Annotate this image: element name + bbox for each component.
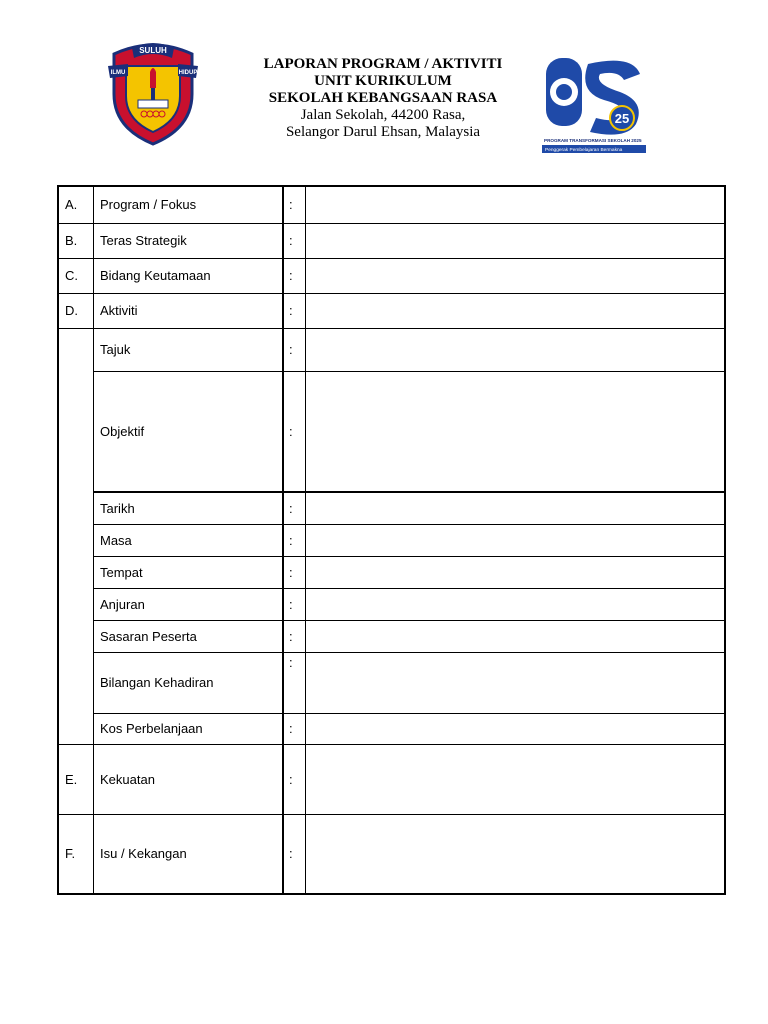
pts-caption: PROGRAM TRANSFORMASI SEKOLAH 2025	[544, 138, 642, 143]
pts-tagline: Penggerak Pembelajaran Bermakna	[545, 148, 623, 153]
row-colon: :	[283, 258, 306, 293]
row-code: D.	[58, 293, 94, 328]
report-title: LAPORAN PROGRAM / AKTIVITI	[263, 56, 503, 72]
table-row	[58, 620, 725, 652]
pts-number: 25	[614, 111, 630, 126]
school-address-line1: Jalan Sekolah, 44200 Rasa,	[300, 107, 466, 123]
row-code: F.	[58, 814, 94, 894]
row-label: Tajuk	[94, 328, 284, 371]
bidang-keutamaan-field[interactable]	[306, 258, 726, 293]
table-row	[58, 186, 725, 223]
kekuatan-field[interactable]	[306, 744, 726, 814]
table-row	[58, 293, 725, 328]
tempat-field[interactable]	[306, 556, 726, 588]
row-colon: :	[283, 744, 306, 814]
teras-strategik-field[interactable]	[306, 223, 726, 258]
school-name: SEKOLAH KEBANGSAAN RASA	[268, 90, 498, 106]
row-label: Program / Fokus	[94, 186, 284, 223]
row-colon: :	[283, 524, 306, 556]
crest-right-banner: HIDUP	[178, 70, 198, 76]
report-unit: UNIT KURIKULUM	[314, 73, 452, 89]
table-row	[58, 223, 725, 258]
row-label: Sasaran Peserta	[94, 620, 284, 652]
table-row	[58, 524, 725, 556]
row-label: Anjuran	[94, 588, 284, 620]
table-row	[58, 258, 725, 293]
row-colon: :	[283, 293, 306, 328]
row-colon: :	[283, 371, 306, 492]
crest-top-banner: SULUH	[139, 46, 167, 55]
row-label: Kos Perbelanjaan	[94, 713, 284, 744]
row-colon: :	[283, 328, 306, 371]
school-address-line2: Selangor Darul Ehsan, Malaysia	[285, 124, 481, 140]
row-label: Objektif	[94, 371, 284, 492]
row-label: Kekuatan	[94, 744, 284, 814]
table-row	[58, 588, 725, 620]
row-code: B.	[58, 223, 94, 258]
table-row	[58, 713, 725, 744]
program-fokus-field[interactable]	[306, 186, 726, 223]
kos-perbelanjaan-field[interactable]	[306, 713, 726, 744]
sasaran-peserta-field[interactable]	[306, 620, 726, 652]
row-label: Tempat	[94, 556, 284, 588]
row-label: Tarikh	[94, 492, 284, 524]
report-header	[230, 56, 536, 141]
row-colon: :	[283, 713, 306, 744]
row-colon: :	[283, 652, 306, 713]
aktiviti-field[interactable]	[306, 293, 726, 328]
table-row	[58, 371, 725, 492]
report-form-table	[57, 185, 726, 895]
table-row	[58, 556, 725, 588]
pts-2025-logo	[540, 44, 650, 156]
row-label: Aktiviti	[94, 293, 284, 328]
row-label: Teras Strategik	[94, 223, 284, 258]
tajuk-field[interactable]	[306, 328, 726, 371]
row-colon: :	[283, 186, 306, 223]
row-label: Isu / Kekangan	[94, 814, 284, 894]
row-colon: :	[283, 588, 306, 620]
table-row	[58, 492, 725, 524]
table-row	[58, 744, 725, 814]
row-label: Bidang Keutamaan	[94, 258, 284, 293]
masa-field[interactable]	[306, 524, 726, 556]
crest-left-banner: ILMU	[110, 70, 126, 76]
row-label: Masa	[94, 524, 284, 556]
row-code: A.	[58, 186, 94, 223]
school-crest-logo	[106, 36, 200, 146]
row-code-empty	[58, 328, 94, 744]
objektif-field[interactable]	[306, 371, 726, 492]
anjuran-field[interactable]	[306, 588, 726, 620]
tarikh-field[interactable]	[306, 492, 726, 524]
row-colon: :	[283, 620, 306, 652]
row-colon: :	[283, 814, 306, 894]
row-colon: :	[283, 223, 306, 258]
isu-kekangan-field[interactable]	[306, 814, 726, 894]
table-row	[58, 328, 725, 371]
row-colon: :	[283, 556, 306, 588]
row-code: E.	[58, 744, 94, 814]
table-row	[58, 652, 725, 713]
bilangan-kehadiran-field[interactable]	[306, 652, 726, 713]
row-label: Bilangan Kehadiran	[94, 652, 284, 713]
row-code: C.	[58, 258, 94, 293]
row-colon: :	[283, 492, 306, 524]
table-row	[58, 814, 725, 894]
